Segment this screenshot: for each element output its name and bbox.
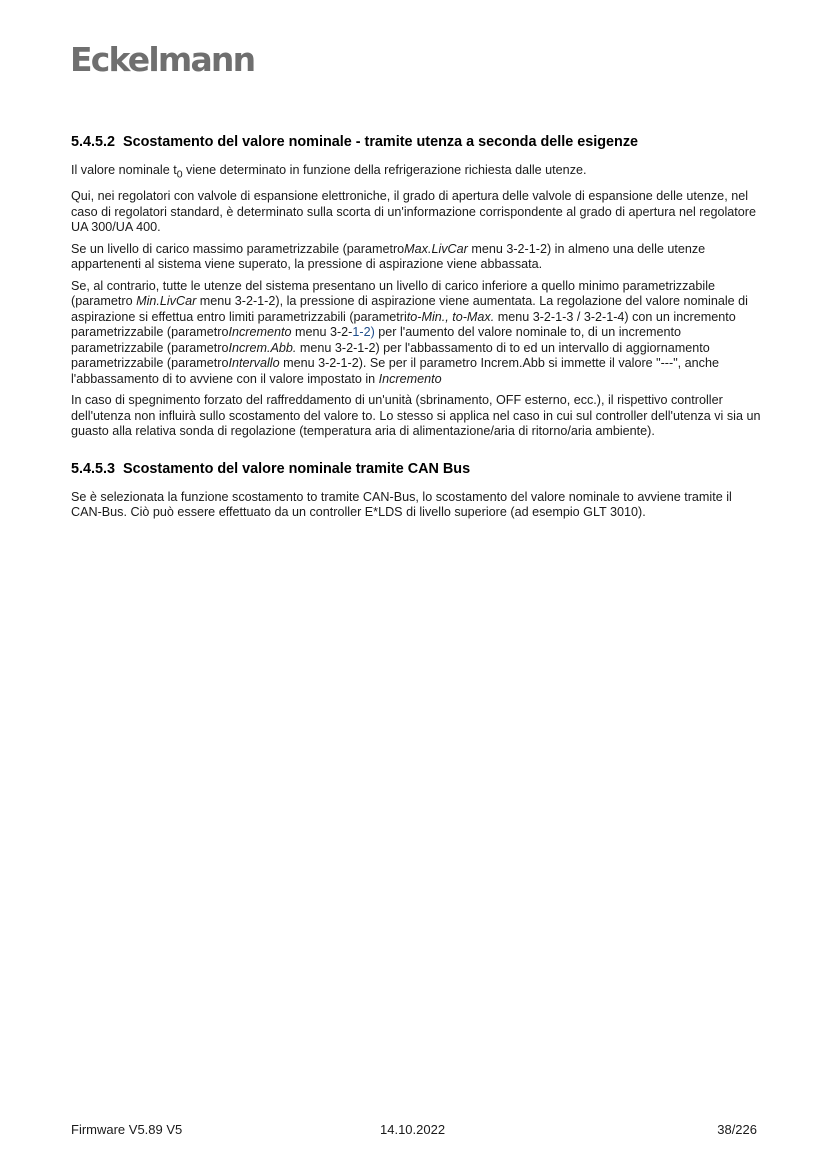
- paragraph: In caso di spegnimento forzato del raffreddamento di un'unità (sbrinamento, OFF esterno, ecc.), il rispettivo controller dell'utenza non influirà sullo scostamento del valore to. Lo stesso si applica nel caso in cui sul controller dell'utenza vi sia un guasto alla relativa sonda di regolazione (temperatura aria di alimentazione/aria di ritorno/aria ambiente).: [71, 393, 761, 439]
- section-number: 5.4.5.3: [71, 460, 116, 477]
- footer-page-number: 38/226: [717, 1122, 757, 1137]
- footer-date: 14.10.2022: [380, 1122, 446, 1137]
- section-heading-5-4-5-2: [71, 133, 761, 151]
- paragraph: Se è selezionata la funzione scostamento to tramite CAN-Bus, lo scostamento del valore nominale to avviene tramite il CAN-Bus. Ciò può essere effettuato da un controller E*LDS di livello superiore (ad esempio GLT 3010).: [71, 489, 732, 520]
- company-logo: Eckelmann: [70, 40, 255, 79]
- paragraph: Se, al contrario, tutte le utenze del sistema presentano un livello di carico inferiore a quello minimo parametrizzabile (parametro Min.LivCar menu 3-2-1-2), la pressione di aspirazione viene aumentata. La regolazione del valore nominale di aspirazione si effettua entro limiti parametrizzabili (parametrito-Min., to-Max. menu 3-2-1-3 / 3-2-1-4) con un incremento parametrizzabile (parametroIncremento menu 3-2-1-2) per l'aumento del valore nominale to, di un incremento parametrizzabile (parametroIncrem.Abb. menu 3-2-1-2) per l'abbassamento di to ed un intervallo di aggiornamento parametrizzabile (parametroIntervallo menu 3-2-1-2). Se per il parametro Increm.Abb si immette il valore "---", anche l'abbassamento di to avviene con il valore impostato in Incremento: [71, 278, 748, 386]
- section-title: Scostamento del valore nominale tramite CAN Bus: [123, 460, 471, 477]
- document-body: [71, 133, 761, 527]
- section-number: 5.4.5.2: [71, 134, 116, 150]
- footer-firmware: Firmware V5.89 V5: [71, 1122, 183, 1137]
- paragraph: Qui, nei regolatori con valvole di espansione elettroniche, il grado di apertura delle valvole di espansione delle utenze, nel caso di regolatori standard, è determinato sulla scorta di un'informazione corrispondente al grado di apertura nel regolatore UA 300/UA 400.: [71, 189, 756, 235]
- paragraph: Il valore nominale $t_0$ viene determinato in funzione della refrigerazione richiesta dalle utenze.: [71, 163, 587, 181]
- paragraph: Se un livello di carico massimo parametrizzabile (parametroMax.LivCar menu 3-2-1-2) in almeno una delle utenze appartenenti al sistema viene superato, la pressione di aspirazione viene abbassata.: [71, 241, 706, 272]
- section-title: Scostamento del valore nominale - tramite utenza a seconda delle esigenze: [123, 134, 639, 150]
- menu-link[interactable]: 1-2): [352, 325, 375, 340]
- section-heading-5-4-5-3: [71, 460, 761, 478]
